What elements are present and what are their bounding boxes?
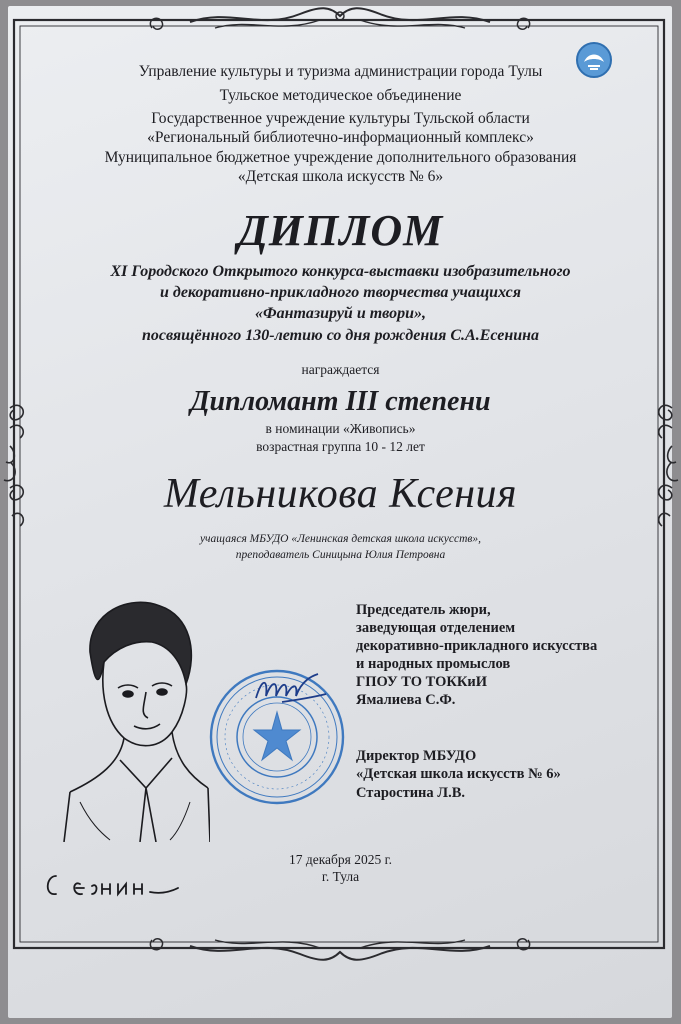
director-line-1: Директор МБУДО: [356, 748, 477, 764]
issue-city: г. Тула: [321, 869, 360, 884]
age-group: возрастная группа 10 - 12 лет: [256, 439, 425, 454]
director-name: Старостина Л.В.: [356, 785, 466, 801]
degree-title: Дипломант III степени: [190, 386, 491, 417]
jury-title-line-1: Председатель жюри,: [356, 602, 491, 618]
esenin-portrait-icon: [60, 592, 210, 842]
jury-name: Ямалиева С.Ф.: [356, 692, 456, 708]
contest-line-2: и декоративно-прикладного творчества учащихся: [159, 284, 522, 301]
jury-title-line-5: ГПОУ ТО ТОККиИ: [356, 674, 488, 690]
header-line-3: Государственное учреждение культуры Тульской области: [151, 110, 530, 127]
recipient-name: Мельникова Ксения: [163, 471, 518, 517]
contest-line-3: «Фантазируй и твори»,: [254, 305, 427, 322]
student-info-line-2: преподаватель Синицына Юлия Петровна: [235, 549, 446, 561]
nomination: в номинации «Живопись»: [265, 421, 416, 436]
issue-date: 17 декабря 2025 г.: [288, 852, 393, 867]
header-line-2: Тульское методическое объединение: [219, 87, 462, 104]
header-line-4: «Региональный библиотечно-информационный комплекс»: [147, 129, 534, 146]
jury-title-line-4: и народных промыслов: [356, 656, 511, 672]
director-line-2: «Детская школа искусств № 6»: [356, 766, 561, 782]
student-info-line-1: учащаяся МБУДО «Ленинская детская школа искусств»,: [199, 533, 482, 545]
jury-signature: [252, 668, 332, 712]
jury-title-line-2: заведующая отделением: [356, 620, 516, 636]
jury-title-line-3: декоративно-прикладного искусства: [356, 638, 598, 654]
header-line-1: Управление культуры и туризма администрации города Тулы: [138, 63, 543, 80]
awarded-label: награждается: [301, 362, 380, 377]
contest-line-4: посвящённого 130-летию со дня рождения С.А.Есенина: [141, 327, 540, 344]
diploma-title: ДИПЛОМ: [237, 206, 444, 255]
header-line-6: «Детская школа искусств № 6»: [237, 168, 444, 185]
header-line-5: Муниципальное бюджетное учреждение дополнительного образования: [104, 149, 577, 166]
esenin-autograph: [40, 862, 200, 906]
contest-line-1: XI Городского Открытого конкурса-выставки изобразительного: [110, 263, 571, 280]
